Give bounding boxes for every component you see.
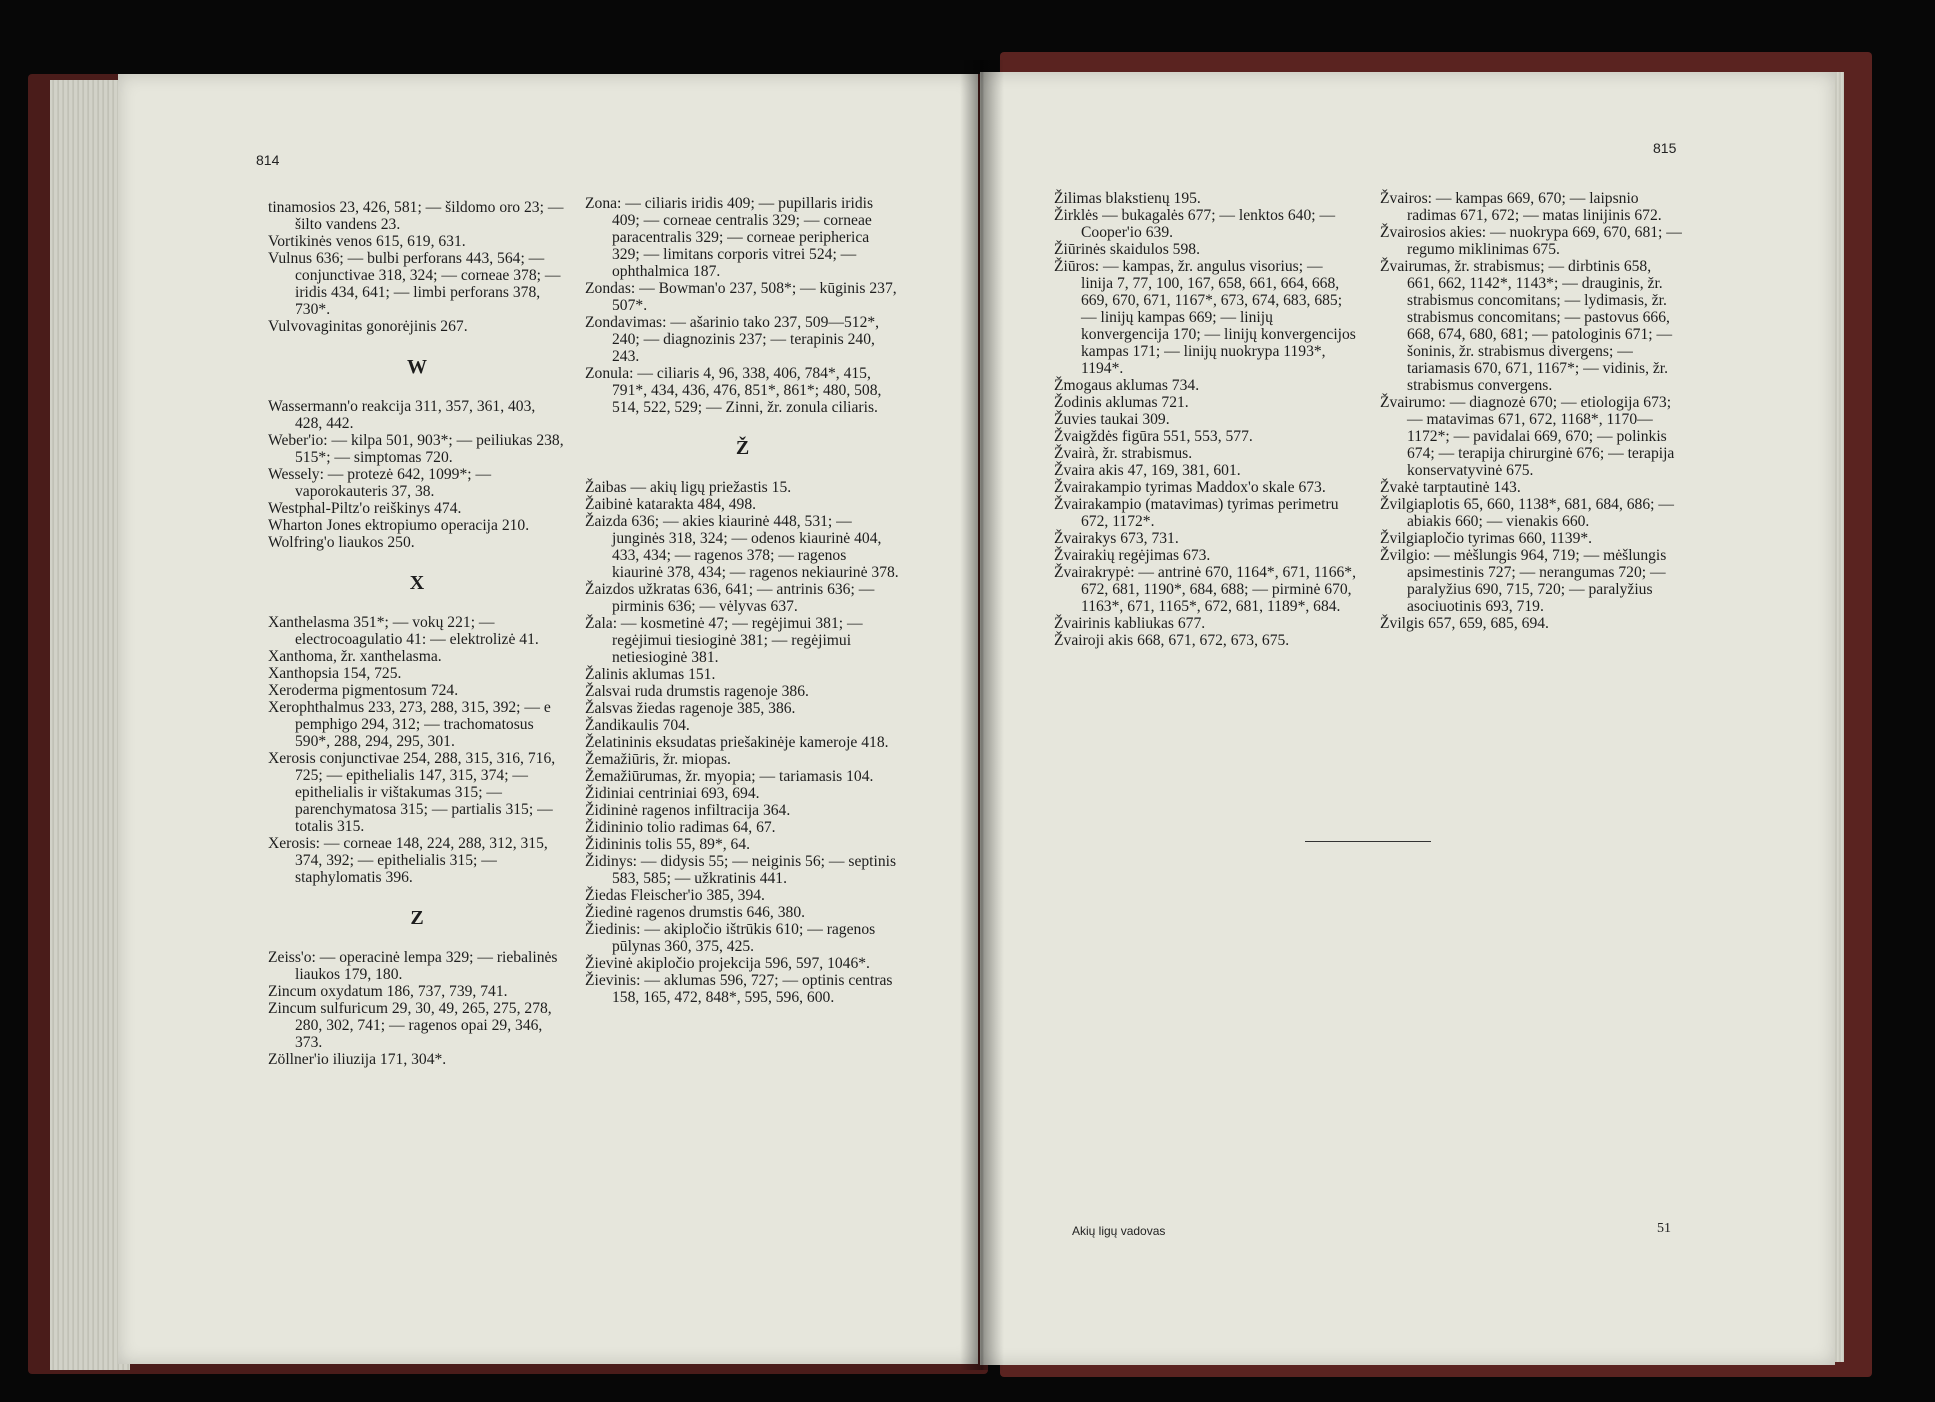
index-entry: Žirklės — bukagalės 677; — lenktos 640; — Cooper'io 639. bbox=[1054, 207, 1336, 241]
index-entry: Zöllner'io iliuzija 171, 304*. bbox=[268, 1051, 447, 1068]
index-entry: Žodinis aklumas 721. bbox=[1054, 394, 1189, 411]
index-entry: Židininė ragenos infiltracija 364. bbox=[585, 802, 791, 819]
index-entry: Zondavimas: — ašarinio tako 237, 509—512*, 240; — diagnozinis 237; — terapinis 240, 243. bbox=[585, 314, 880, 365]
index-entry: Zonula: — ciliaris 4, 96, 338, 406, 784*, 415, 791*, 434, 436, 476, 851*, 861*; 480, 508, 514, 522, 529; — Zinni, žr. zonula ciliaris. bbox=[585, 365, 882, 416]
index-entry: Žvairà, žr. strabismus. bbox=[1054, 445, 1193, 462]
index-entry: Žilimas blakstienų 195. bbox=[1054, 190, 1201, 207]
index-entry: Židininio tolio radimas 64, 67. bbox=[585, 819, 776, 836]
index-entry: Zeiss'o: — operacinė lempa 329; — riebalinės liaukos 179, 180. bbox=[268, 949, 558, 983]
book-gutter bbox=[960, 60, 1004, 1370]
section-letter: W bbox=[407, 356, 427, 378]
index-entry: Žvilgio: — mėšlungis 964, 719; — mėšlungis apsimestinis 727; — nerangumas 720; — paralyžius 690, 715, 720; — paralyžius asociuotinis 693, 719. bbox=[1380, 547, 1667, 615]
index-entry: Žvairumo: — diagnozė 670; — etiologija 673; — matavimas 671, 672, 1168*, 1170—1172*; — pavidalai 669, 670; — polinkis 674; — terapija chirurginė 676; — terapija konservatyvinė 675. bbox=[1380, 394, 1675, 479]
index-entry: Žievinis: — aklumas 596, 727; — optinis centras 158, 165, 472, 848*, 595, 596, 600. bbox=[585, 972, 893, 1006]
index-entry: Wharton Jones ektropiumo operacija 210. bbox=[268, 517, 530, 534]
index-entry: Wessely: — protezė 642, 1099*; — vaporokauteris 37, 38. bbox=[268, 466, 492, 500]
index-entry: Žvairosios akies: — nuokrypa 669, 670, 681; — regumo miklinimas 675. bbox=[1380, 224, 1682, 258]
index-entry: Žvakė tarptautinė 143. bbox=[1380, 479, 1521, 496]
signature-mark: 51 bbox=[1657, 1221, 1671, 1236]
index-entry: Žalinis aklumas 151. bbox=[585, 666, 716, 683]
index-entry: Zincum oxydatum 186, 737, 739, 741. bbox=[268, 983, 508, 1000]
index-entry: Žaizdos užkratas 636, 641; — antrinis 636; — pirminis 636; — vėlyvas 637. bbox=[585, 581, 875, 615]
index-entry: Židininis tolis 55, 89*, 64. bbox=[585, 836, 751, 853]
index-entry: tinamosios 23, 426, 581; — šildomo oro 23; — šilto vandens 23. bbox=[268, 199, 564, 233]
index-entry: Žvairakių regėjimas 673. bbox=[1054, 547, 1211, 564]
index-entry: Žuvies taukai 309. bbox=[1054, 411, 1170, 428]
index-entry: Žvairoji akis 668, 671, 672, 673, 675. bbox=[1054, 632, 1290, 649]
index-entry: Žvairinis kabliukas 677. bbox=[1054, 615, 1206, 632]
index-entry: Žiedinė ragenos drumstis 646, 380. bbox=[585, 904, 806, 921]
index-entry: Vulnus 636; — bulbi perforans 443, 564; — conjunctivae 318, 324; — corneae 378; — iridis 434, 641; — limbi perforans 378, 730*. bbox=[268, 250, 561, 318]
index-entry: Zincum sulfuricum 29, 30, 49, 265, 275, 278, 280, 302, 741; — ragenos opai 29, 346, 373. bbox=[268, 1000, 552, 1051]
left-page-number: 814 bbox=[256, 152, 280, 168]
index-entry: Xanthoma, žr. xanthelasma. bbox=[268, 648, 442, 665]
index-entry: Xeroderma pigmentosum 724. bbox=[268, 682, 459, 699]
section-letter: Ž bbox=[735, 437, 750, 459]
index-entry: Wolfring'o liaukos 250. bbox=[268, 534, 415, 551]
index-entry: Žalsvai ruda drumstis ragenoje 386. bbox=[585, 683, 809, 700]
index-entry: Žaibas — akių ligų priežastis 15. bbox=[585, 479, 792, 496]
index-entry: Vulvovaginitas gonorėjinis 267. bbox=[268, 318, 468, 335]
index-entry: Xerosis: — corneae 148, 224, 288, 312, 315, 374, 392; — epithelialis 315; — staphylomatis 396. bbox=[268, 835, 548, 886]
index-entry: Žandikaulis 704. bbox=[585, 717, 690, 734]
index-entry: Xerosis conjunctivae 254, 288, 315, 316, 716, 725; — epithelialis 147, 315, 374; — epithelialis ir vištakumas 315; — parenchymatosa 315; — partialis 315; — totalis 315. bbox=[268, 750, 556, 835]
index-entry: Žemažiūris, žr. miopas. bbox=[585, 751, 731, 768]
index-entry: Žvairakampio tyrimas Maddox'o skale 673. bbox=[1054, 479, 1326, 496]
index-entry: Xanthopsia 154, 725. bbox=[268, 665, 402, 682]
index-entry: Žemažiūrumas, žr. myopia; — tariamasis 104. bbox=[585, 768, 874, 785]
index-entry: Zona: — ciliaris iridis 409; — pupillaris iridis 409; — corneae centralis 329; — corneae paracentralis 329; — corneae peripherica 329; — limitans corporis vitrei 524; — ophthalmica 187. bbox=[585, 195, 874, 280]
end-rule bbox=[1305, 841, 1431, 842]
left-page-column-2 bbox=[585, 195, 900, 1006]
index-entry: Zondas: — Bowman'o 237, 508*; — kūginis 237, 507*. bbox=[585, 280, 897, 314]
index-entry: Žvairakys 673, 731. bbox=[1054, 530, 1179, 547]
index-entry: Žvairakrypė: — antrinė 670, 1164*, 671, 1166*, 672, 681, 1190*, 684, 688; — pirminė 670, 1163*, 671, 1165*, 672, 681, 1189*, 684. bbox=[1054, 564, 1356, 615]
footer-title: Akių ligų vadovas bbox=[1072, 1224, 1166, 1238]
right-page-number: 815 bbox=[1653, 140, 1677, 156]
index-entry: Xanthelasma 351*; — vokų 221; — electrocoagulatio 41: — elektrolizė 41. bbox=[268, 614, 539, 648]
index-entry: Žaibinė katarakta 484, 498. bbox=[585, 496, 757, 513]
index-entry: Žalsvas žiedas ragenoje 385, 386. bbox=[585, 700, 796, 717]
index-entry: Žiedinis: — akipločio ištrūkis 610; — ragenos pūlynas 360, 375, 425. bbox=[585, 921, 876, 955]
index-entry: Želatininis eksudatas priešakinėje kameroje 418. bbox=[585, 734, 889, 751]
index-entry: Žievinė akipločio projekcija 596, 597, 1046*. bbox=[585, 955, 870, 972]
index-entry: Žvaira akis 47, 169, 381, 601. bbox=[1054, 462, 1241, 479]
index-entry: Židiniai centriniai 693, 694. bbox=[585, 785, 760, 802]
index-entry: Žala: — kosmetinė 47; — regėjimui 381; — regėjimui tiesioginė 381; — regėjimui netiesioginė 381. bbox=[585, 615, 863, 666]
left-page-column-1 bbox=[268, 199, 566, 1068]
index-entry: Xerophthalmus 233, 273, 288, 315, 392; — e pemphigo 294, 312; — trachomatosus 590*, 288, 294, 295, 301. bbox=[268, 699, 551, 750]
index-entry: Žvairakampio (matavimas) tyrimas perimetru 672, 1172*. bbox=[1054, 496, 1339, 530]
index-entry: Weber'io: — kilpa 501, 903*; — peiliukas 238, 515*; — simptomas 720. bbox=[268, 432, 564, 466]
index-entry: Žvaigždės figūra 551, 553, 577. bbox=[1054, 428, 1253, 445]
section-letter: Z bbox=[410, 907, 424, 929]
index-entry: Žiedas Fleischer'io 385, 394. bbox=[585, 887, 765, 904]
index-entry: Žvairumas, žr. strabismus; — dirbtinis 658, 661, 662, 1142*, 1143*; — drauginis, žr. strabismus concomitans; — lydimasis, žr. strabismus concomitans; — pastovus 666, 668, 674, 680, 681; — patologinis 671; — šoninis, žr. strabismus divergens; — tariamasis 670, 671, 1167*; — vidinis, žr. strabismus convergens. bbox=[1380, 258, 1673, 394]
index-entry: Vortikinės venos 615, 619, 631. bbox=[268, 233, 466, 250]
section-letter: X bbox=[409, 572, 425, 594]
index-entry: Žiūros: — kampas, žr. angulus visorius; — linija 7, 77, 100, 167, 658, 661, 664, 668, 669, 670, 671, 1167*, 673, 674, 683, 685; — linijų kampas 669; — linijų konvergencija 170; — linijų konvergencijos kampas 171; — linijų nuokrypa 1193*, 1194*. bbox=[1054, 258, 1356, 377]
index-entry: Žvilgis 657, 659, 685, 694. bbox=[1380, 615, 1549, 632]
index-entry: Žvilgiaplotis 65, 660, 1138*, 681, 684, 686; — abiakis 660; — vienakis 660. bbox=[1380, 496, 1674, 530]
index-entry: Wassermann'o reakcija 311, 357, 361, 403, 428, 442. bbox=[268, 398, 536, 432]
right-page-column-1 bbox=[1054, 190, 1356, 649]
index-entry: Žaizda 636; — akies kiaurinė 448, 531; — junginės 318, 324; — odenos kiaurinė 404, 433, 434; — ragenos 378; — ragenos kiaurinė 378, 434; — ragenos nekiaurinė 378. bbox=[585, 513, 899, 581]
index-entry: Žvilgiapločio tyrimas 660, 1139*. bbox=[1380, 530, 1593, 547]
index-entry: Westphal-Piltz'o reiškinys 474. bbox=[268, 500, 462, 517]
index-entry: Žiūrinės skaidulos 598. bbox=[1054, 241, 1200, 258]
index-entry: Židinys: — didysis 55; — neiginis 56; — septinis 583, 585; — užkratinis 441. bbox=[585, 853, 897, 887]
index-entry: Žvairos: — kampas 669, 670; — laipsnio radimas 671, 672; — matas linijinis 672. bbox=[1380, 190, 1662, 224]
right-page-column-2 bbox=[1380, 190, 1682, 632]
index-entry: Žmogaus aklumas 734. bbox=[1054, 377, 1200, 394]
